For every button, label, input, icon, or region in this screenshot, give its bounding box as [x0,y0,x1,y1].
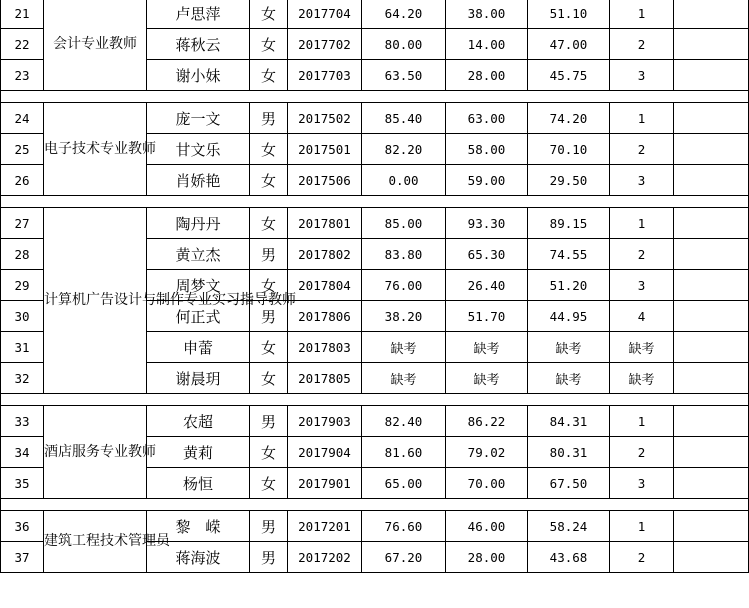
ranking: 1 [610,406,674,437]
written-score: 81.60 [362,437,446,468]
ranking: 3 [610,270,674,301]
remarks-cell [674,0,749,29]
exam-id: 2017901 [288,468,362,499]
group-separator-row [1,91,749,103]
candidate-name: 谢晨玥 [147,363,250,394]
group-separator-row [1,196,749,208]
group-separator-row [1,394,749,406]
remarks-cell [674,406,749,437]
remarks-cell [674,239,749,270]
table-row [1,103,749,134]
remarks-cell [674,301,749,332]
written-score: 85.40 [362,103,446,134]
ranking: 2 [610,239,674,270]
total-score: 67.50 [528,468,610,499]
gender: 女 [250,29,288,60]
gender: 男 [250,406,288,437]
ranking: 缺考 [610,332,674,363]
exam-id: 2017806 [288,301,362,332]
candidate-name: 卢思萍 [147,0,250,29]
written-score: 83.80 [362,239,446,270]
row-number: 31 [1,332,44,363]
ranking: 3 [610,165,674,196]
total-score: 84.31 [528,406,610,437]
candidate-name: 谢小妹 [147,60,250,91]
exam-id: 2017506 [288,165,362,196]
row-number: 24 [1,103,44,134]
exam-id: 2017202 [288,542,362,573]
exam-id: 2017805 [288,363,362,394]
row-number: 21 [1,0,44,29]
row-number: 34 [1,437,44,468]
position-title: 酒店服务专业教师 [44,406,147,499]
remarks-cell [674,134,749,165]
candidate-name: 甘文乐 [147,134,250,165]
position-title: 建筑工程技术管理员 [44,511,147,573]
row-number: 22 [1,29,44,60]
interview-score: 51.70 [446,301,528,332]
exam-id: 2017501 [288,134,362,165]
group-separator-cell [1,196,749,208]
total-score: 29.50 [528,165,610,196]
gender: 男 [250,103,288,134]
exam-id: 2017502 [288,103,362,134]
position-title: 电子技术专业教师 [44,103,147,196]
row-number: 28 [1,239,44,270]
candidate-name: 黄立杰 [147,239,250,270]
written-score: 63.50 [362,60,446,91]
ranking: 2 [610,134,674,165]
candidate-name: 蒋秋云 [147,29,250,60]
remarks-cell [674,332,749,363]
group-separator-cell [1,91,749,103]
position-title: 计算机广告设计与制作专业实习指导教师 [44,208,147,394]
exam-id: 2017903 [288,406,362,437]
written-score: 82.40 [362,406,446,437]
written-score: 缺考 [362,332,446,363]
interview-score: 14.00 [446,29,528,60]
gender: 女 [250,0,288,29]
remarks-cell [674,468,749,499]
row-number: 33 [1,406,44,437]
written-score: 缺考 [362,363,446,394]
exam-id: 2017804 [288,270,362,301]
ranking: 3 [610,60,674,91]
table-row [1,406,749,437]
interview-score: 28.00 [446,60,528,91]
exam-id: 2017703 [288,60,362,91]
interview-score: 86.22 [446,406,528,437]
interview-score: 59.00 [446,165,528,196]
total-score: 70.10 [528,134,610,165]
row-number: 30 [1,301,44,332]
written-score: 0.00 [362,165,446,196]
gender: 女 [250,165,288,196]
gender: 女 [250,468,288,499]
ranking: 1 [610,103,674,134]
gender: 男 [250,301,288,332]
total-score: 74.55 [528,239,610,270]
row-number: 26 [1,165,44,196]
remarks-cell [674,165,749,196]
interview-score: 38.00 [446,0,528,29]
candidate-name: 何正式 [147,301,250,332]
interview-score: 26.40 [446,270,528,301]
written-score: 38.20 [362,301,446,332]
remarks-cell [674,103,749,134]
gender: 女 [250,60,288,91]
exam-id: 2017801 [288,208,362,239]
candidate-name: 周梦文 [147,270,250,301]
gender: 女 [250,363,288,394]
row-number: 29 [1,270,44,301]
gender: 男 [250,239,288,270]
total-score: 74.20 [528,103,610,134]
candidate-name: 黎 嵘 [147,511,250,542]
remarks-cell [674,29,749,60]
exam-id: 2017201 [288,511,362,542]
candidate-name: 肖娇艳 [147,165,250,196]
candidate-name: 农超 [147,406,250,437]
remarks-cell [674,511,749,542]
written-score: 85.00 [362,208,446,239]
remarks-cell [674,270,749,301]
gender: 女 [250,332,288,363]
group-separator-cell [1,394,749,406]
candidate-name: 申蕾 [147,332,250,363]
table-row [1,208,749,239]
remarks-cell [674,542,749,573]
interview-score: 70.00 [446,468,528,499]
total-score: 43.68 [528,542,610,573]
interview-score: 93.30 [446,208,528,239]
row-number: 23 [1,60,44,91]
gender: 女 [250,270,288,301]
ranking: 缺考 [610,363,674,394]
interview-score: 缺考 [446,332,528,363]
written-score: 80.00 [362,29,446,60]
total-score: 45.75 [528,60,610,91]
total-score: 47.00 [528,29,610,60]
row-number: 25 [1,134,44,165]
position-title: 会计专业教师 [44,0,147,91]
total-score: 缺考 [528,363,610,394]
written-score: 65.00 [362,468,446,499]
total-score: 51.20 [528,270,610,301]
candidate-name: 陶丹丹 [147,208,250,239]
total-score: 58.24 [528,511,610,542]
total-score: 80.31 [528,437,610,468]
remarks-cell [674,437,749,468]
total-score: 44.95 [528,301,610,332]
exam-id: 2017803 [288,332,362,363]
interview-score: 缺考 [446,363,528,394]
interview-score: 28.00 [446,542,528,573]
interview-score: 58.00 [446,134,528,165]
total-score: 缺考 [528,332,610,363]
gender: 女 [250,208,288,239]
gender: 男 [250,511,288,542]
written-score: 76.60 [362,511,446,542]
exam-id: 2017904 [288,437,362,468]
total-score: 89.15 [528,208,610,239]
candidate-name: 杨恒 [147,468,250,499]
ranking: 1 [610,0,674,29]
total-score: 51.10 [528,0,610,29]
exam-id: 2017702 [288,29,362,60]
row-number: 35 [1,468,44,499]
row-number: 27 [1,208,44,239]
written-score: 64.20 [362,0,446,29]
interview-score: 46.00 [446,511,528,542]
group-separator-row [1,499,749,511]
gender: 女 [250,437,288,468]
row-number: 36 [1,511,44,542]
ranking: 2 [610,437,674,468]
ranking: 1 [610,208,674,239]
written-score: 76.00 [362,270,446,301]
row-number: 37 [1,542,44,573]
score-table-body [1,0,749,573]
exam-id: 2017704 [288,0,362,29]
written-score: 82.20 [362,134,446,165]
gender: 男 [250,542,288,573]
table-row [1,511,749,542]
candidate-name: 黄莉 [147,437,250,468]
ranking: 2 [610,542,674,573]
interview-score: 65.30 [446,239,528,270]
remarks-cell [674,208,749,239]
table-row [1,0,749,29]
interview-score: 63.00 [446,103,528,134]
ranking: 3 [610,468,674,499]
written-score: 67.20 [362,542,446,573]
group-separator-cell [1,499,749,511]
candidate-name: 庞一文 [147,103,250,134]
ranking: 4 [610,301,674,332]
exam-id: 2017802 [288,239,362,270]
gender: 女 [250,134,288,165]
row-number: 32 [1,363,44,394]
ranking: 2 [610,29,674,60]
ranking: 1 [610,511,674,542]
interview-score: 79.02 [446,437,528,468]
remarks-cell [674,363,749,394]
remarks-cell [674,60,749,91]
candidate-name: 蒋海波 [147,542,250,573]
